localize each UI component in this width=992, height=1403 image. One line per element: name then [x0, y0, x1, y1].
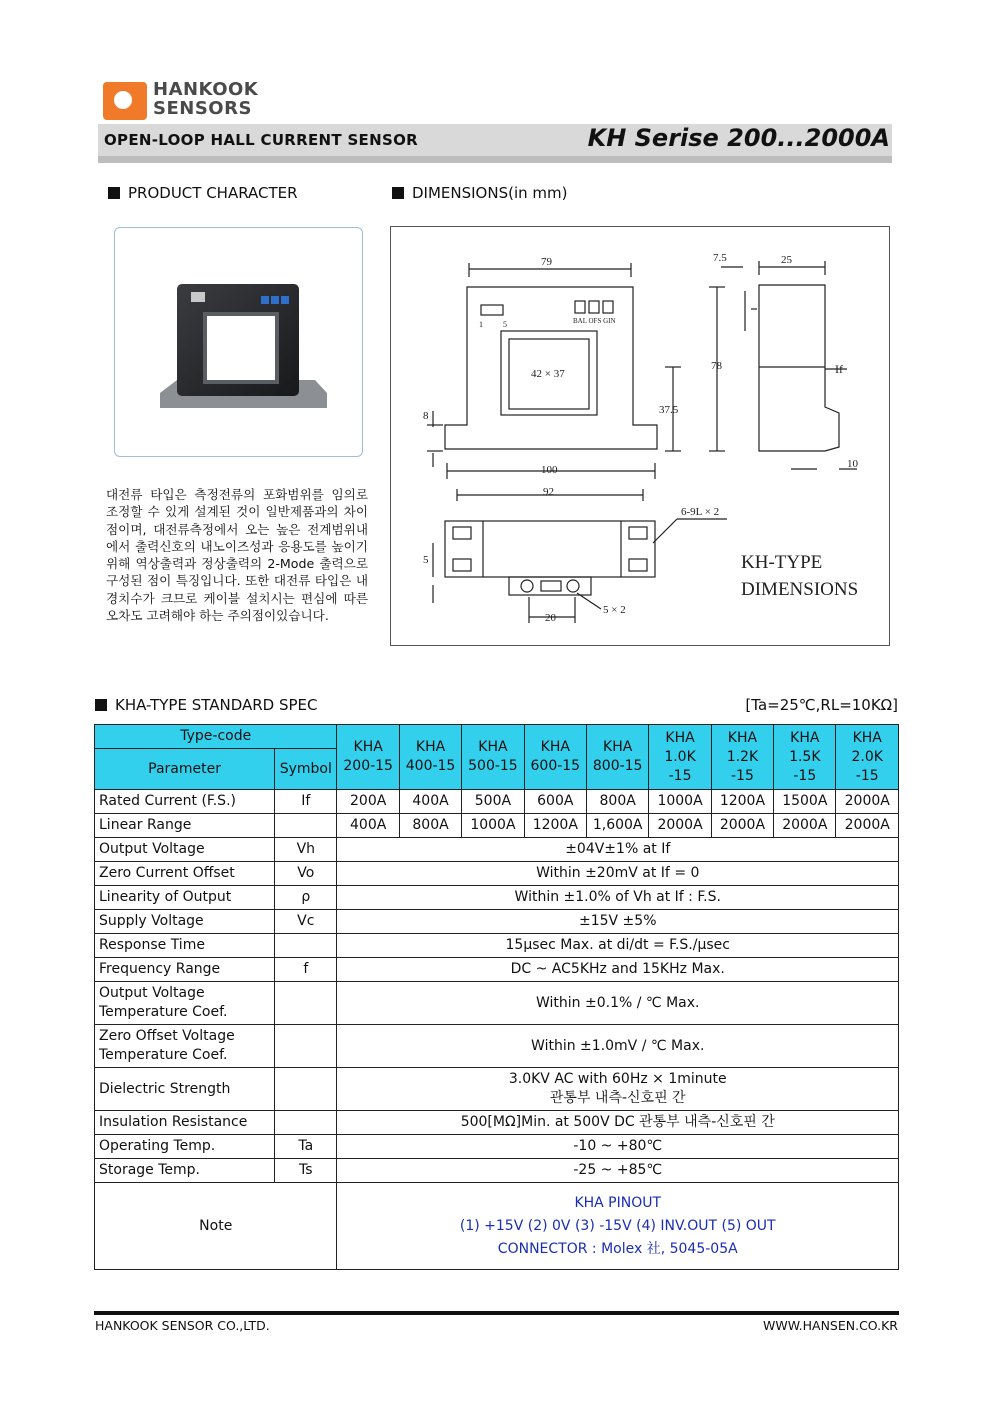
param-name: Zero Offset Voltage Temperature Coef.	[95, 1025, 275, 1068]
dim-78-label: 78	[711, 360, 722, 372]
dim-hole-label: 6-9L × 2	[681, 506, 720, 518]
cell-value: 800A	[399, 814, 461, 838]
param-value: ±04V±1% at If	[337, 838, 899, 862]
param-name: Rated Current (F.S.)	[95, 790, 275, 814]
note-line3: CONNECTOR : Molex 社, 5045-05A	[497, 1240, 738, 1257]
param-symbol: Ts	[275, 1159, 337, 1183]
param-symbol	[275, 1111, 337, 1135]
param-name: Storage Temp.	[95, 1159, 275, 1183]
param-symbol	[275, 934, 337, 958]
cell-value: 400A	[399, 790, 461, 814]
param-name: Zero Current Offset	[95, 862, 275, 886]
pin-5-label: 5	[503, 320, 507, 329]
param-value: 15μsec Max. at di/dt = F.S./μsec	[337, 934, 899, 958]
spec-title-label: KHA-TYPE STANDARD SPEC	[115, 696, 318, 714]
table-header-row	[95, 725, 899, 749]
pin-1-label: 1	[479, 320, 483, 329]
param-name: Supply Voltage	[95, 910, 275, 934]
table-row	[95, 982, 899, 1025]
table-row	[95, 814, 899, 838]
cell-value: 500A	[462, 790, 524, 814]
param-symbol	[275, 1025, 337, 1068]
dim-8-label: 8	[423, 410, 429, 422]
product-photo	[114, 227, 363, 457]
bullet-square-icon	[95, 699, 107, 711]
header-underline	[98, 156, 892, 163]
param-symbol: Vc	[275, 910, 337, 934]
current-direction-label: If	[835, 362, 843, 376]
param-symbol: If	[275, 790, 337, 814]
param-name: Operating Temp.	[95, 1135, 275, 1159]
footer-rule	[94, 1311, 899, 1315]
param-value: DC ~ AC5KHz and 15KHz Max.	[337, 958, 899, 982]
dimension-drawing	[390, 226, 890, 646]
model-header: KHA 800-15	[586, 725, 648, 790]
table-row	[95, 1135, 899, 1159]
table-row	[95, 1159, 899, 1183]
param-symbol	[275, 1068, 337, 1111]
cell-value: 2000A	[711, 814, 773, 838]
dim-79-label: 79	[541, 256, 552, 268]
cell-value: 1200A	[711, 790, 773, 814]
note-line2: (1) +15V (2) 0V (3) -15V (4) INV.OUT (5) OUT	[459, 1217, 776, 1234]
cell-value: 200A	[337, 790, 399, 814]
dim-92-label: 92	[543, 486, 554, 498]
dim-25-label: 25	[781, 254, 792, 266]
section-dimensions	[392, 184, 567, 202]
symbol-header: Symbol	[275, 749, 337, 790]
cell-value: 2000A	[836, 814, 899, 838]
param-name: Output Voltage Temperature Coef.	[95, 982, 275, 1025]
param-name: Response Time	[95, 934, 275, 958]
param-name: Insulation Resistance	[95, 1111, 275, 1135]
section-product-character	[108, 184, 298, 202]
footer-website: WWW.HANSEN.CO.KR	[763, 1318, 898, 1333]
type-caption-line1: KH-TYPE	[741, 552, 823, 573]
header-subtitle: OPEN-LOOP HALL CURRENT SENSOR	[104, 131, 418, 149]
param-value: Within ±0.1% / ℃ Max.	[337, 982, 899, 1025]
type-caption-line2: DIMENSIONS	[741, 579, 859, 600]
spec-condition: [Ta=25℃,RL=10KΩ]	[745, 696, 898, 714]
dim-10-label: 10	[847, 458, 858, 470]
model-header: KHA 2.0K -15	[836, 725, 899, 790]
param-symbol: Vo	[275, 862, 337, 886]
dim-37-5-label: 37.5	[659, 404, 679, 416]
dim-window-label: 42 × 37	[531, 368, 565, 380]
product-description: 대전류 타입은 측정전류의 포화범위를 임의로 조정할 수 있게 설계된 것이 일반제품과의 차이점이며, 대전류측정에서 오는 높은 전계범위내에서 출력신호의 내노이즈성과 응용도를 높이기위해 역상출력과 정상출력의 2-Mode 출력으로 구성된 점이 특징입니다. 또한 대전류 타입은 내경치수가 크므로 케이블 설치시는 편심에 따른 오차도 고려해야 하는 주의점이있습니다.	[106, 487, 368, 624]
header-series-title: KH Serise 200...2000A	[587, 124, 890, 152]
spec-table	[94, 724, 899, 1270]
table-row	[95, 934, 899, 958]
table-row	[95, 862, 899, 886]
param-value: 3.0KV AC with 60Hz × 1minute 관통부 내측-신호핀 간	[337, 1068, 899, 1111]
footer-company: HANKOOK SENSOR CO.,LTD.	[95, 1318, 270, 1333]
cell-value: 1000A	[649, 790, 711, 814]
param-symbol: ρ	[275, 886, 337, 910]
model-header: KHA 200-15	[337, 725, 399, 790]
parameter-header: Parameter	[95, 749, 275, 790]
dim-7-5-label: 7.5	[713, 252, 727, 264]
param-name: Linear Range	[95, 814, 275, 838]
param-symbol: Vh	[275, 838, 337, 862]
bullet-square-icon	[108, 187, 120, 199]
param-symbol	[275, 814, 337, 838]
cell-value: 1500A	[774, 790, 836, 814]
table-row	[95, 958, 899, 982]
section-product-label: PRODUCT CHARACTER	[128, 184, 298, 202]
param-symbol: f	[275, 958, 337, 982]
note-line1: KHA PINOUT	[574, 1194, 662, 1211]
cell-value: 600A	[524, 790, 586, 814]
model-header: KHA 1.0K -15	[649, 725, 711, 790]
table-row	[95, 1025, 899, 1068]
table-row	[95, 910, 899, 934]
sensor-photo-image	[115, 228, 362, 456]
note-content	[337, 1183, 899, 1270]
cell-value: 2000A	[774, 814, 836, 838]
param-symbol: Ta	[275, 1135, 337, 1159]
param-value: Within ±1.0mV / ℃ Max.	[337, 1025, 899, 1068]
param-symbol	[275, 982, 337, 1025]
model-header: KHA 1.5K -15	[774, 725, 836, 790]
param-value: 500[MΩ]Min. at 500V DC 관통부 내측-신호핀 간	[337, 1111, 899, 1135]
cell-value: 1200A	[524, 814, 586, 838]
table-row	[95, 1111, 899, 1135]
dim-20-label: 20	[545, 612, 556, 624]
table-row	[95, 886, 899, 910]
model-header: KHA 500-15	[462, 725, 524, 790]
cell-value: 2000A	[836, 790, 899, 814]
cell-value: 1000A	[462, 814, 524, 838]
trim-labels: BAL OFS GIN	[573, 317, 616, 325]
param-name: Output Voltage	[95, 838, 275, 862]
note-label: Note	[95, 1183, 337, 1270]
brand-logo-mark	[103, 82, 147, 120]
dim-100-label: 100	[541, 464, 558, 476]
table-row	[95, 838, 899, 862]
table-row	[95, 1068, 899, 1111]
param-name: Frequency Range	[95, 958, 275, 982]
type-code-header: Type-code	[95, 725, 337, 749]
dim-5-label: 5	[423, 554, 429, 566]
param-value: -10 ~ +80℃	[337, 1135, 899, 1159]
brand-line2: SENSORS	[153, 98, 252, 119]
model-header: KHA 1.2K -15	[711, 725, 773, 790]
spec-title	[95, 696, 318, 714]
cell-value: 400A	[337, 814, 399, 838]
param-name: Linearity of Output	[95, 886, 275, 910]
param-name: Dielectric Strength	[95, 1068, 275, 1111]
bullet-square-icon	[392, 187, 404, 199]
cell-value: 2000A	[649, 814, 711, 838]
param-value: Within ±1.0% of Vh at If : F.S.	[337, 886, 899, 910]
table-row	[95, 790, 899, 814]
section-dimensions-label: DIMENSIONS(in mm)	[412, 184, 568, 202]
note-row	[95, 1183, 899, 1270]
model-header: KHA 400-15	[399, 725, 461, 790]
param-value: -25 ~ +85℃	[337, 1159, 899, 1183]
dimension-drawing-svg	[391, 227, 889, 645]
dim-5x2-label: 5 × 2	[603, 604, 626, 616]
param-value: Within ±20mV at If = 0	[337, 862, 899, 886]
param-value: ±15V ±5%	[337, 910, 899, 934]
cell-value: 800A	[586, 790, 648, 814]
model-header: KHA 600-15	[524, 725, 586, 790]
cell-value: 1,600A	[586, 814, 648, 838]
brand-line1: HANKOOK	[153, 79, 259, 100]
brand-logo-text	[153, 80, 258, 118]
